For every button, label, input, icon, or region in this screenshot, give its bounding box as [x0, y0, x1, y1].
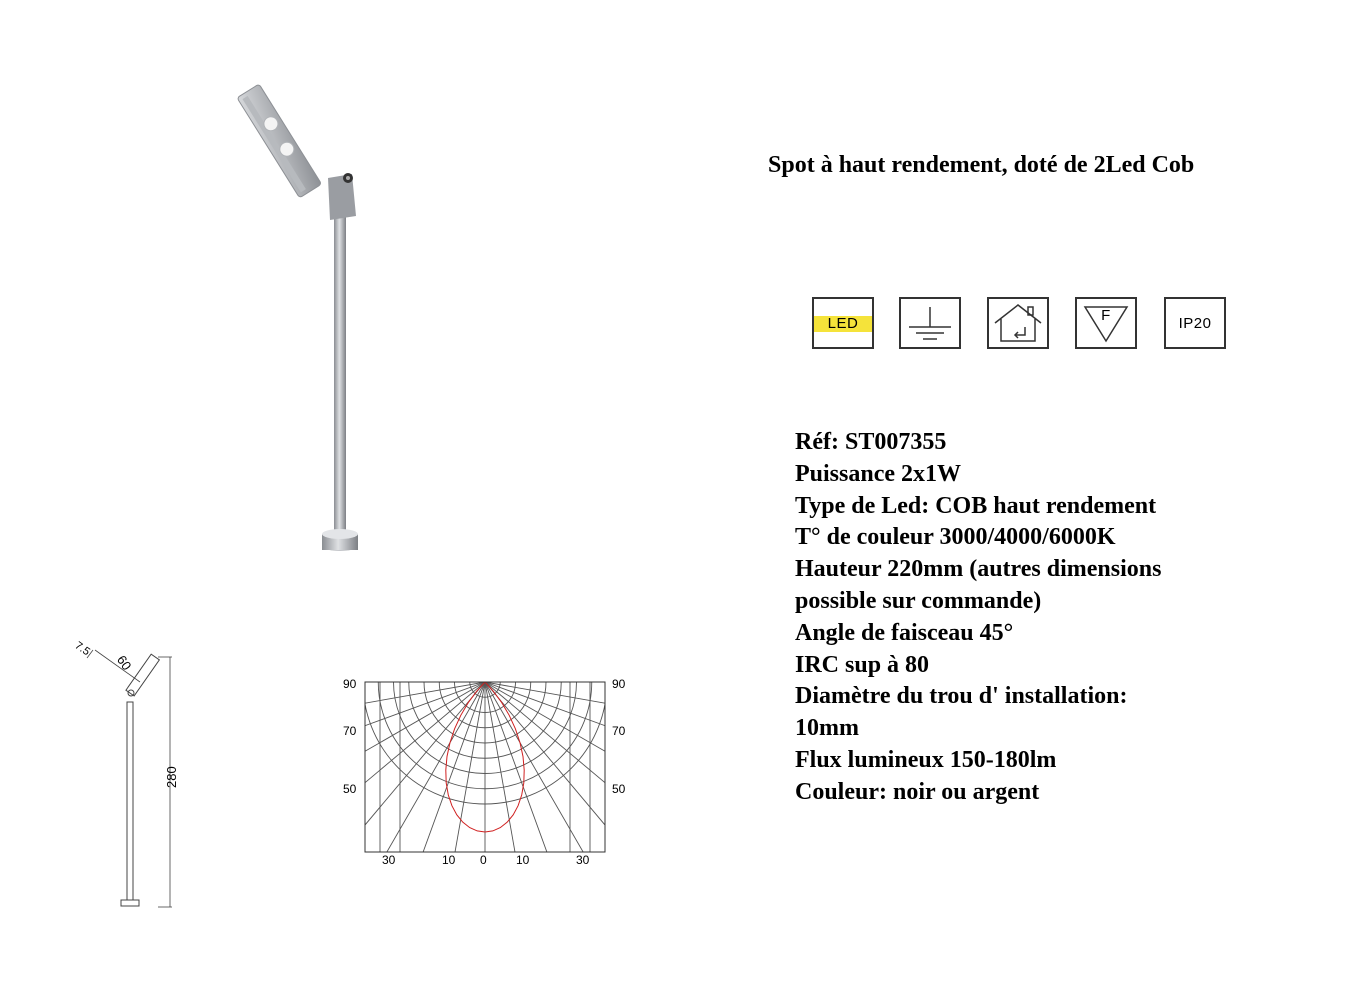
product-title: Spot à haut rendement, doté de 2Led Cob: [768, 152, 1195, 178]
polar-diagram: [330, 668, 640, 878]
spec-led-type: Type de Led: COB haut rendement: [795, 492, 1157, 519]
spec-beam-angle: Angle de faisceau 45°: [795, 619, 1014, 646]
bottom-angle-label: 30: [382, 853, 396, 867]
polar-radial: [485, 682, 640, 751]
bottom-angle-label: 10: [442, 853, 456, 867]
ground-icon: [899, 297, 961, 349]
polar-radial: [485, 682, 640, 878]
polar-radial: [485, 682, 640, 878]
left-angle-label: 50: [343, 782, 357, 796]
spec-list: [795, 427, 1335, 809]
drawing-base: [121, 900, 139, 906]
spec-color-temperature: T° de couleur 3000/4000/6000K: [795, 524, 1116, 551]
dim-total-height: 280: [164, 766, 179, 788]
spec-hole-diameter-value: 10mm: [795, 715, 859, 742]
polar-radial: [485, 682, 640, 878]
dim-head-width: 7.5: [72, 639, 92, 659]
ip-rating-icon: [1164, 297, 1226, 349]
left-angle-label: 90: [343, 677, 357, 691]
spec-height: Hauteur 220mm (autres dimensions: [795, 556, 1162, 583]
spec-hole-diameter: Diamètre du trou d' installation:: [795, 683, 1128, 710]
bottom-angle-label: 0: [480, 853, 487, 867]
spot-rod: [334, 216, 346, 541]
bottom-angle-label: 10: [516, 853, 530, 867]
ip-rating-label: IP20: [1178, 315, 1212, 332]
left-angle-label: 70: [343, 724, 357, 738]
spec-height-note: possible sur commande): [795, 587, 1042, 614]
polar-radial: [330, 682, 485, 878]
polar-radial: [485, 682, 640, 878]
right-angle-label: 70: [612, 724, 626, 738]
spec-power: Puissance 2x1W: [795, 460, 962, 487]
spec-reference: Réf: ST007355: [795, 429, 947, 455]
led-label: LED: [827, 315, 859, 332]
polar-radial: [330, 682, 485, 751]
polar-radial: [330, 682, 485, 878]
polar-radial: [330, 682, 485, 819]
right-angle-label: 90: [612, 677, 626, 691]
f-mark-icon: [1075, 297, 1137, 349]
right-angle-label: 50: [612, 782, 626, 796]
product-photo: [230, 66, 390, 566]
polar-radial: [485, 682, 640, 819]
f-mark-label: F: [1101, 307, 1111, 324]
polar-radial: [330, 682, 485, 878]
bottom-angle-label: 30: [576, 853, 590, 867]
spec-cri: IRC sup à 80: [795, 651, 930, 678]
drawing-rod: [127, 702, 133, 900]
led-icon: [812, 297, 874, 349]
indoor-use-icon: [987, 297, 1049, 349]
dim-head-length: 60: [113, 652, 135, 673]
spec-luminous-flux: Flux lumineux 150-180lm: [795, 746, 1057, 773]
polar-radial: [330, 682, 485, 878]
dimension-drawing: [60, 630, 200, 920]
spec-color: Couleur: noir ou argent: [795, 778, 1040, 805]
